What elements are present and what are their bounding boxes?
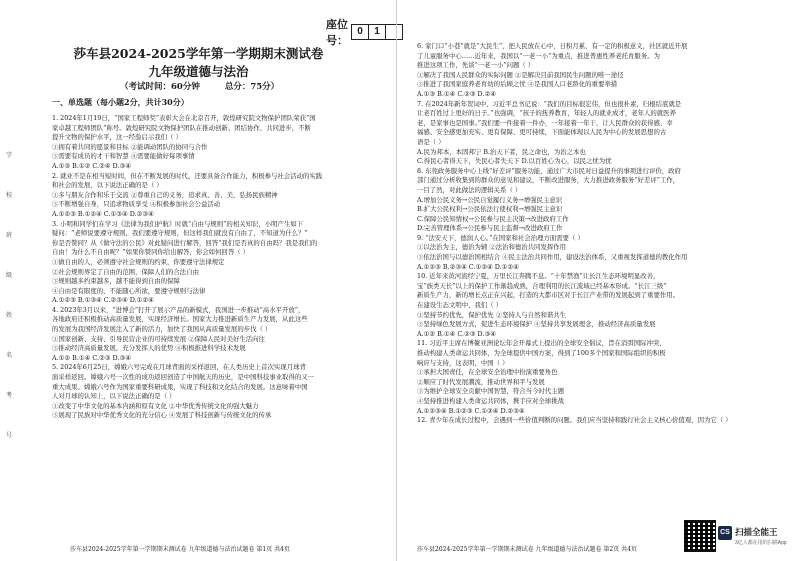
question-line: ①以法治为主，德治为辅 ②法治和德治共同发挥作用 — [417, 243, 567, 252]
question-line: ①拥有着共同的愿景和目标 ②能调动团队的协同与合作 — [52, 142, 208, 151]
question-line: 自由！为什么不自由呢？”如果你赞同你给出解答，你会如何回答（ ） — [52, 248, 250, 257]
question-line: ③展现了民族对中华优秀文化的充分信心 ④发展了科技创新与传统文化的传承 — [52, 411, 272, 420]
question-line: ③推进了我国家庭养老育幼的后顾之忧 ④是我国人口老龄化的重要举措 — [417, 80, 618, 89]
question-line: 各地政府还积极推动高质量发展，实现经济增长。国家大力推进新质生产力发展，从此这些 — [52, 315, 308, 324]
scanner-logo-icon: CS — [718, 526, 732, 540]
question-line: 和社会的发展，以下说法正确的是（ ） — [52, 181, 163, 190]
right-question-block — [417, 42, 732, 426]
question-line: 9. “法安天下，德润人心。”在国家和社会治理方面需要（ ） — [417, 233, 584, 242]
question-line: B.扩大公民权利→公民依法行使权利→增强民主意识 — [417, 205, 563, 214]
question-line: A.①③ B.①④ C.②③ D.②④ — [417, 89, 496, 98]
margin-mark: 级 — [6, 272, 13, 279]
question-line: 语是（ ） — [417, 137, 445, 146]
question-line: 面采样返回。嫦娥六号一次性的成功返回创造了中国航天的历史，是中国科技事业取得的又一 — [52, 373, 315, 382]
question-line: 3. 小明和同学们在学习《法律为我们护航》时就“自由与规则”的相关知识，小明产生如下 — [52, 219, 304, 228]
margin-mark: 校 — [6, 192, 13, 199]
question-line: A.①②③ B.②③④ C.①③④ D.①②④ — [417, 262, 519, 271]
question-line: ④坚持推进构建人类命运共同体，携手应对全球挑战 — [417, 396, 564, 405]
question-line: 部门通过分析收集到的群众的意见和建议，不断改进服务，大力推进政务服务“好差评”工作， — [417, 176, 680, 185]
exam-score: 总分：75分） — [224, 82, 280, 92]
question-line: D.完善管理体系→公民参与民主监督→改进政府工作 — [417, 224, 563, 233]
margin-mark: 名 — [6, 352, 13, 359]
question-line: 你是否赞同？从《做守法的公民》对此疑问进行解答，回答“我们是否真的自由吗？我是我们的 — [52, 238, 318, 247]
page-footer-1: 莎车县2024-2025学年第一学期期末测试卷 九年级道德与法治试题卷 第1页 共4页 — [70, 546, 290, 553]
section-title: 一、单选题（每小题2分，共计30分） — [52, 97, 189, 107]
seat-digit: 0 — [352, 25, 369, 39]
margin-mark: 考 — [6, 392, 13, 399]
question-line: ④自由是有限度的，不能随心所欲，要遵守规则与法律 — [52, 286, 206, 295]
question-line: 新质生产力，新的增长点正在兴起，打造的大都市区对于长江产业带的发展起到了重要作用。 — [417, 291, 680, 300]
question-line: 疑问：“老师说要遵守规则，我们要遵守规则，但这样我们就没有自由了，不知道为什么？” — [52, 229, 308, 238]
question-line: 7. 在2024年新年贺词中，习近平总书记说：“我们的目标很宏伟，但也很朴素，归根结底就是 — [417, 99, 682, 108]
exam-meta — [120, 80, 301, 92]
question-line: A.民为邦本，本固邦宁 B.治天下者，民之命也，为治之本也 — [417, 147, 586, 156]
left-question-block — [52, 114, 322, 421]
exam-subject: 九年级道德与法治 — [148, 64, 249, 79]
question-line: ③推动经济高质量发展，充分发挥人的优势 ④积极推进科学技术发展 — [52, 344, 246, 353]
question-line: ③为维护全球安全贡献中国智慧，符合当今时代主题 — [417, 387, 564, 396]
question-line: 6. 家门口“小巷”就是“大民生”，把人民放在心中，日积月累，有一定的积极意义，社区就近开展 — [417, 42, 688, 50]
question-line: 11. 习近平主席在博鳌亚洲论坛年会开幕式上提出的全球安全倡议，旨在消弭国际冲突， — [417, 339, 666, 348]
qr-code-icon — [684, 520, 716, 552]
question-line: C.保障公民知情权→公民参与民主决策→改进政府工作 — [417, 214, 569, 223]
question-line: 宝“族类天长”以上的保护工作渐趋成熟，合理利用的长江流域已经基本形成。“长江三级” — [417, 281, 667, 290]
question-line: 了儿童服务中心……近年来，我国以“一老一小”为重点，推进普惠性养老托育服务。为 — [417, 51, 660, 60]
exam-time: （考试时间：60分钟 — [120, 82, 200, 92]
question-line: A.①② B.①④ C.②③ D.③④ — [417, 329, 496, 338]
margin-mark: 姓 — [6, 312, 13, 319]
margin-mark: 学 — [6, 152, 13, 159]
question-line: 1. 2024年1月19日，“国家工程师奖”表彰大会在北京召开，敦煌研究院文物保护团队荣获“国 — [52, 114, 316, 122]
seat-label: 座位号： — [326, 18, 348, 47]
exam-page-2 — [397, 0, 794, 561]
question-line: A.①③ B.①② C.②④ D.③④ — [52, 161, 131, 170]
question-line: 提升文物的保护水平，这一经验启示我们（ ） — [52, 133, 182, 142]
scanner-subtitle: 3亿人都在用的扫描App — [735, 540, 787, 546]
question-line: 重大成果。嫦娥六号作为国家重要科研成果，实现了科技和文化结合的发展。这意味着中国 — [52, 382, 308, 391]
question-line: A.①② B.①④ C.②③ D.③④ — [52, 353, 131, 362]
exam-title: 莎车县2024-2025学年第一学期期末测试卷 — [73, 46, 324, 61]
question-line: 5. 2024年6月25日，嫦娥六号完成在月球背面的采样返回，在人类历史上首次实现月球背 — [52, 363, 306, 372]
seat-digit: 1 — [369, 25, 386, 39]
question-line: ①做自由的人，必须遵守社会规则的约束，你要遵守法律规定 — [52, 257, 225, 266]
question-line: 10. 近年来黄河流经宁夏，万里长江奔腾不息。“十年禁渔”让长江生态环境明显改善， — [417, 272, 660, 281]
question-line: ①国家创新、支持、引导民营企业的可持续发展 ②保障人民对美好生活向往 — [52, 334, 265, 343]
question-line: ③规则越多约束越多，越不能得到自由的保障 — [52, 277, 180, 286]
question-line: 推进这项工作，先谈“一老一小”问题（ ） — [417, 61, 535, 70]
question-line: ③不断增强自身，只追求物质享受 ④积极参加社会公益活动 — [52, 200, 221, 209]
question-line: ③坚持绿色发展方式，促进生态环境保护 ④坚持共享发展理念，推动经济高质量发展 — [417, 320, 656, 329]
question-line: ③依法治国与以德治国相结合 ④民主法治共同作用，建设法治体系，又重视发挥道德的教化作用 — [417, 253, 688, 262]
question-line: 家卓越工程师团队”称号。敦煌研究院文物保护团队在推动创新、团结协作、共同进步，不断 — [52, 123, 311, 132]
question-line: 响应与支持，这表明，中国（ ） — [417, 358, 509, 367]
question-line: 福感、安全感更加充实、更有保障、更可持续，下面能体现以人民为中心的发展思想的古 — [417, 128, 667, 137]
question-line: 在建设生态文明中，我们（ ） — [417, 301, 503, 310]
question-line: ①承担大国责任，在全球安全治理中扮演重要角色 — [417, 368, 558, 377]
scanner-name: 扫描全能王 — [735, 527, 778, 537]
question-line: A.增加公民义务→公民自觉履行义务→增强民主意识 — [417, 195, 563, 204]
question-line: A.①②③④ B.①②③ C.①③④ D.②③④ — [417, 406, 525, 415]
question-line: 老，是家事也是国事。”我们要一件接着一件办，一年接着一年干，让人民群众的获得感、幸 — [417, 118, 673, 127]
question-line: ①改变了中华文化的基本内涵和原有文化 ②中华优秀传统文化的强大魅力 — [52, 401, 259, 410]
question-line: ②社会规则界定了自由的范围，保障人们的合法自由 — [52, 267, 199, 276]
question-line: 一目了然，对此做法的逻辑关系（ ） — [417, 185, 522, 194]
question-line: ①多与朋友合作和乐于交流 ②尊重自己的义务，追求真、善、美，弘扬民族精神 — [52, 190, 278, 199]
margin-mark: 班 — [6, 232, 13, 239]
question-line: 让老百姓过上更好的日子。”也强调，“孩子的抚养教育，年轻人的就业成才，老年人的就医养 — [417, 109, 676, 118]
margin-mark: 号 — [6, 432, 13, 439]
question-line: ①坚持节约优先，保护优先 ②坚持人与自然和谐共生 — [417, 310, 567, 319]
question-line: A.①②③ B.①②④ C.①③④ D.②③④ — [52, 209, 154, 218]
question-line: C.得民心者得天下，失民心者失天下 D.以百姓心为心，以民之忧为忧 — [417, 157, 612, 166]
question-line: 人对月球的认知上，以下说法正确的是（ ） — [52, 392, 176, 401]
question-line: 2. 就业不是在相当短时间，但在不断发展的时代，还要具备合作能力，积极参与社会活动的实践 — [52, 171, 323, 180]
question-line: ①解决了我国人民群众的实际问题 ②是解决目前我国民生问题的唯一途径 — [417, 70, 624, 79]
question-line: 12. 青少年在成长过程中，会遇到一些价值判断的问题。我们应当坚持和践行社会主义核心价值观，因为它（ ） — [417, 416, 732, 425]
question-line: 4. 2023年3月以来，“进博会”打开了展示产品的新模式，我国进一步推动“高水平开放”， — [52, 305, 305, 314]
question-line: 推动构建人类命运共同体，为全球提供中国方案，得到了100多个国家和国际组织的积极 — [417, 349, 666, 357]
question-line: ③需要有成员的才干和智慧 ④需要能做好每项事情 — [52, 152, 195, 161]
question-line: 的发展为我国经济发展注入了新的活力，加快了我国从高质量发展的步伐（ ） — [52, 325, 272, 334]
question-line: A.①②③ B.①③④ C.②③④ D.①②④ — [52, 296, 154, 305]
question-line: ②顺应了时代发展潮流，推动世界和平与发展 — [417, 377, 545, 386]
question-line: 8. 东莞政务服务中心上线“好差评”服务功能，通过广大市民对日益提升的事项进行评价，政府 — [417, 166, 681, 175]
page-footer-2: 莎车县2024-2025学年第一学期期末测试卷 九年级道德与法治试题卷 第2页 共4页 — [417, 546, 637, 553]
